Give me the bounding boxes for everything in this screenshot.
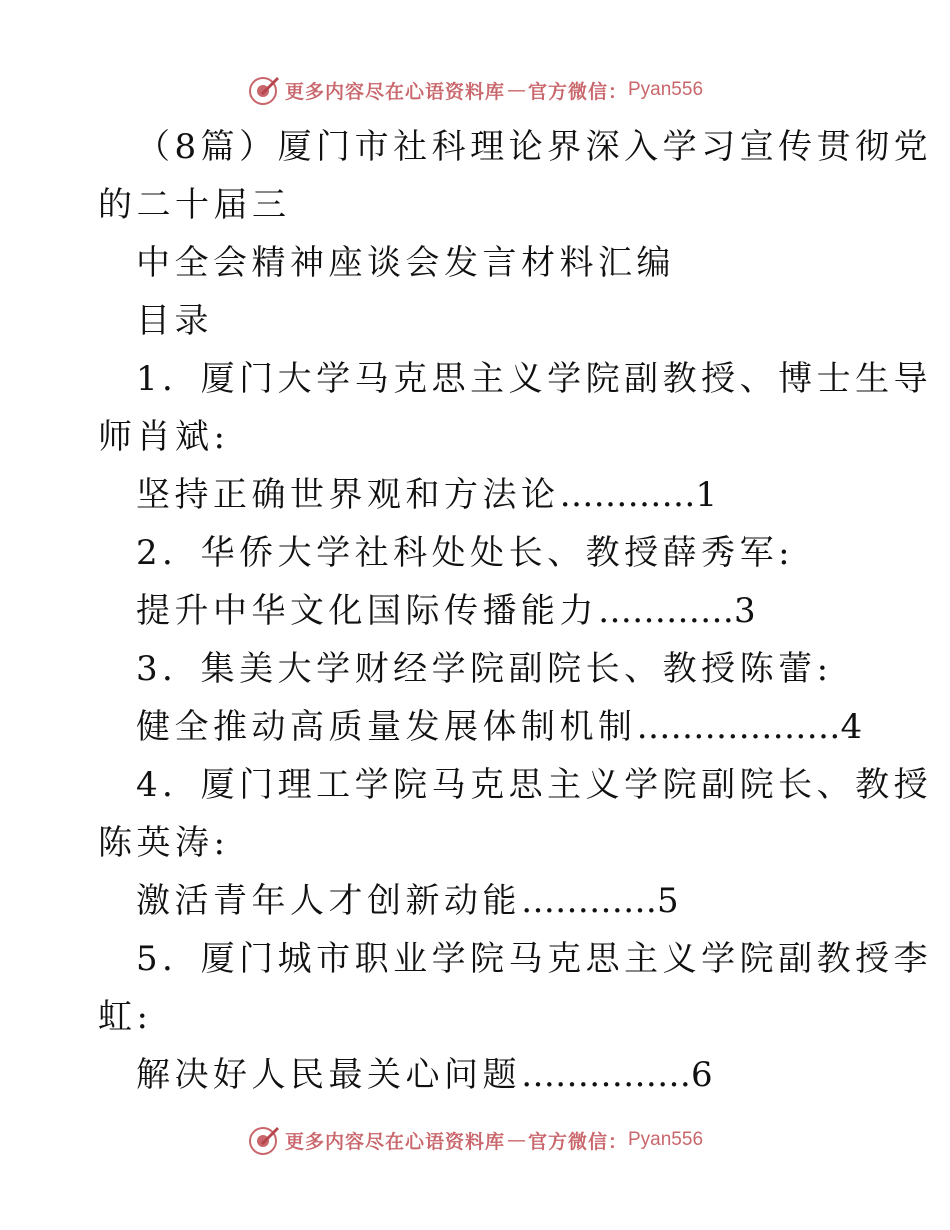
quill-logo-icon xyxy=(247,1123,281,1157)
toc-entry-2-page: 3 xyxy=(734,591,761,631)
watermark-site-name: 更多内容尽在心语资料库 xyxy=(284,1130,505,1153)
toc-entry-1-topic-line[interactable] xyxy=(98,466,843,524)
toc-entry-2-author: 2．华侨大学社科处处长、教授薛秀军: xyxy=(136,533,795,573)
watermark-official-label: 官方微信： xyxy=(527,1130,628,1153)
document-title-line-1: （8篇）厦门市社科理论界深入学习宣传贯彻党 xyxy=(136,127,933,167)
toc-entry-3-leader: ……………… xyxy=(636,707,841,747)
toc-entry-1-author-cont: 师肖斌: xyxy=(98,417,230,457)
toc-entry-4-author-cont: 陈英涛: xyxy=(98,823,230,863)
toc-entry-3-author: 3．集美大学财经学院副院长、教授陈蕾: xyxy=(136,649,833,689)
toc-entry-2-leader: ………… xyxy=(598,591,734,631)
toc-entry-1-page: 1 xyxy=(695,475,722,515)
footer-watermark xyxy=(0,1120,950,1160)
toc-entry-2-topic-line[interactable] xyxy=(98,582,843,640)
toc-entry-5-page: 6 xyxy=(691,1055,718,1095)
toc-entry-5-topic-line[interactable] xyxy=(98,1046,843,1104)
header-watermark xyxy=(0,70,950,110)
toc-entry-5-topic: 解决好人民最关心问题 xyxy=(136,1055,521,1095)
document-title-line-3: 中全会精神座谈会发言材料汇编 xyxy=(136,243,675,283)
toc-entry-1-topic: 坚持正确世界观和方法论 xyxy=(136,475,560,515)
toc-entry-4-author: 4．厦门理工学院马克思主义学院副院长、教授 xyxy=(136,765,933,805)
toc-entry-4-topic: 激活青年人才创新动能 xyxy=(136,881,521,921)
watermark-separator: — xyxy=(506,1129,526,1151)
watermark-site-name: 更多内容尽在心语资料库 xyxy=(284,80,505,103)
toc-entry-2-topic: 提升中华文化国际传播能力 xyxy=(136,591,598,631)
toc-entry-5-author: 5．厦门城市职业学院马克思主义学院副教授李 xyxy=(136,939,933,979)
toc-entry-4-topic-line[interactable] xyxy=(98,872,843,930)
quill-logo-icon xyxy=(247,73,281,107)
toc-entry-3-topic: 健全推动高质量发展体制机制 xyxy=(136,707,637,747)
watermark-wechat-id: Pyan556 xyxy=(628,79,704,100)
document-body xyxy=(98,118,933,1104)
toc-entry-3-topic-line[interactable] xyxy=(98,698,867,756)
toc-entry-5-author-cont: 虹: xyxy=(98,997,153,1037)
document-title-line-2: 的二十届三 xyxy=(98,185,291,225)
toc-entry-4-leader: ………… xyxy=(521,881,657,921)
watermark-official-label: 官方微信： xyxy=(527,80,628,103)
toc-entry-3-page: 4 xyxy=(840,707,867,747)
toc-entry-1-leader: ………… xyxy=(559,475,696,515)
toc-entry-4-page: 5 xyxy=(657,881,684,921)
toc-entry-5-leader: …………… xyxy=(521,1055,691,1095)
toc-heading: 目录 xyxy=(136,301,213,341)
toc-entry-1-author: 1．厦门大学马克思主义学院副教授、博士生导 xyxy=(136,359,933,399)
watermark-separator: — xyxy=(506,79,526,101)
watermark-wechat-id: Pyan556 xyxy=(628,1129,704,1150)
